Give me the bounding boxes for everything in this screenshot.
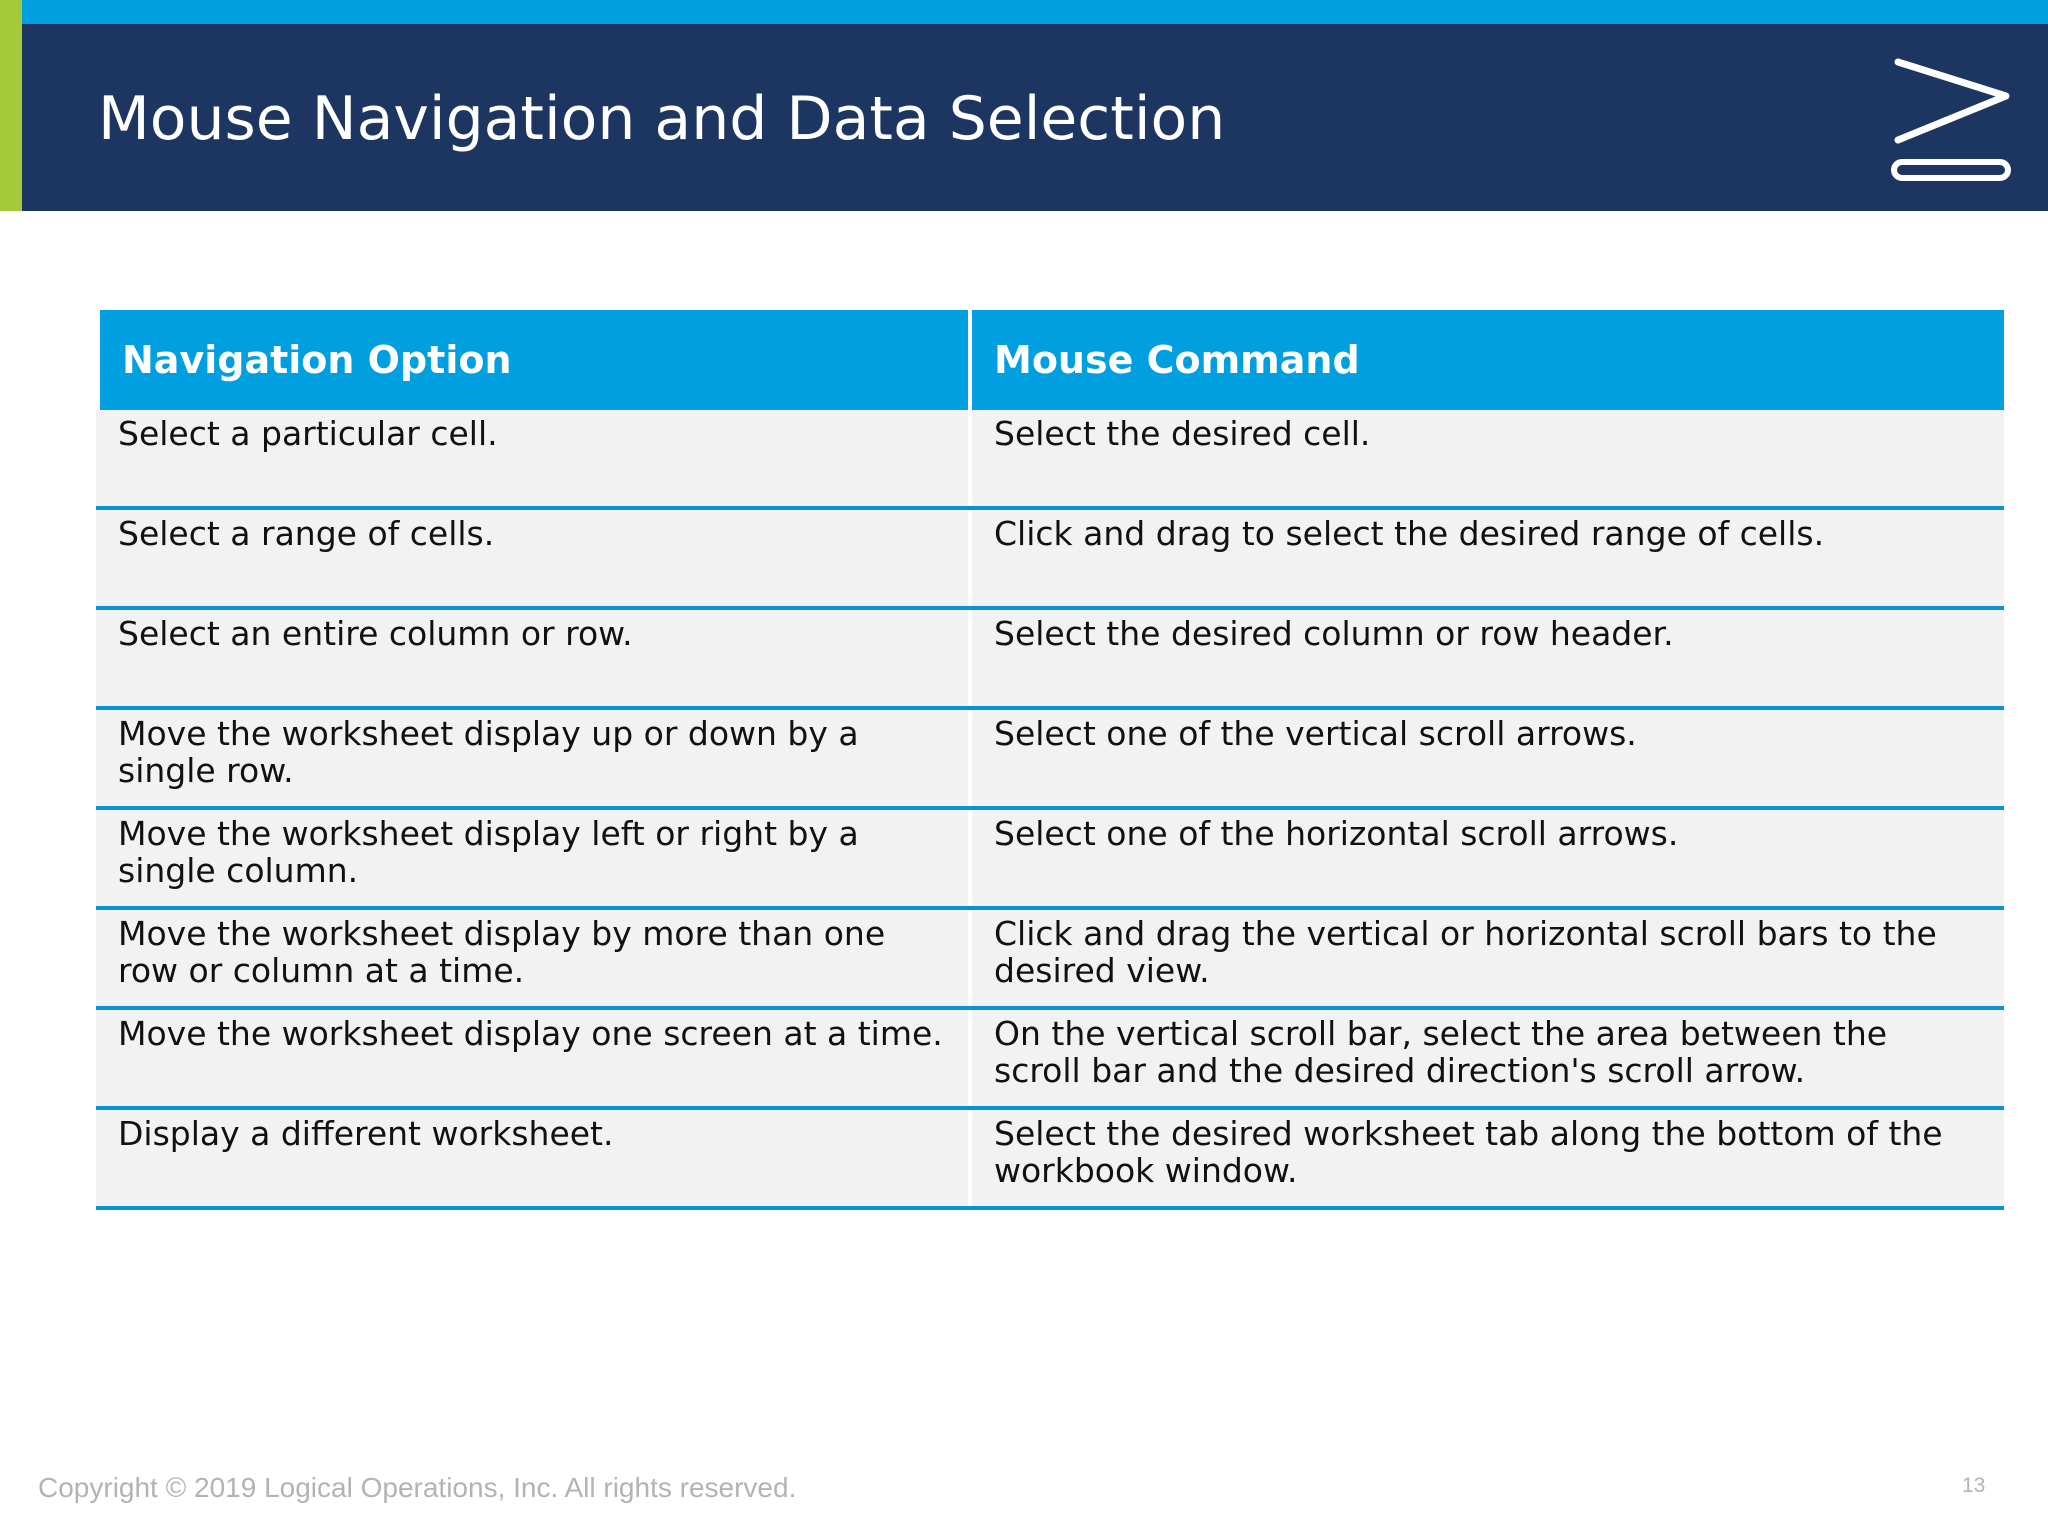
page-number: 13 bbox=[1962, 1474, 1986, 1497]
table-row bbox=[96, 810, 2004, 910]
table-cell-option: Select a particular cell. bbox=[96, 410, 968, 506]
table-cell-command: Select one of the horizontal scroll arrows. bbox=[972, 810, 2004, 906]
slide-title: Mouse Navigation and Data Selection bbox=[98, 84, 1226, 154]
table-header-row bbox=[96, 310, 2004, 410]
accent-bar bbox=[0, 0, 22, 211]
table-row bbox=[96, 410, 2004, 510]
greater-than-equal-logo-icon bbox=[1890, 52, 2016, 184]
table-row bbox=[96, 1110, 2004, 1210]
table-cell-option: Select a range of cells. bbox=[96, 510, 968, 606]
table-row bbox=[96, 610, 2004, 710]
table-cell-option: Move the worksheet display one screen at a time. bbox=[96, 1010, 968, 1106]
table-row bbox=[96, 910, 2004, 1010]
top-stripe bbox=[0, 0, 2048, 24]
table-row bbox=[96, 510, 2004, 610]
navigation-table bbox=[96, 310, 2004, 1210]
table-cell-command: Click and drag to select the desired range of cells. bbox=[972, 510, 2004, 606]
header-mouse-command: Mouse Command bbox=[972, 310, 2004, 410]
table-cell-command: On the vertical scroll bar, select the area between the scroll bar and the desired direction's scroll arrow. bbox=[972, 1010, 2004, 1106]
table-cell-command: Select one of the vertical scroll arrows. bbox=[972, 710, 2004, 806]
table-row bbox=[96, 1010, 2004, 1110]
table-cell-option: Move the worksheet display up or down by a single row. bbox=[96, 710, 968, 806]
footer-copyright: Copyright © 2019 Logical Operations, Inc. All rights reserved. bbox=[38, 1472, 797, 1503]
table-cell-option: Select an entire column or row. bbox=[96, 610, 968, 706]
table-cell-option: Move the worksheet display by more than one row or column at a time. bbox=[96, 910, 968, 1006]
table-cell-command: Click and drag the vertical or horizontal scroll bars to the desired view. bbox=[972, 910, 2004, 1006]
table-row bbox=[96, 710, 2004, 810]
table-cell-command: Select the desired worksheet tab along the bottom of the workbook window. bbox=[972, 1110, 2004, 1206]
table-cell-option: Display a different worksheet. bbox=[96, 1110, 968, 1206]
table-cell-option: Move the worksheet display left or right by a single column. bbox=[96, 810, 968, 906]
table-cell-command: Select the desired cell. bbox=[972, 410, 2004, 506]
table-cell-command: Select the desired column or row header. bbox=[972, 610, 2004, 706]
header-navigation-option: Navigation Option bbox=[100, 310, 968, 410]
